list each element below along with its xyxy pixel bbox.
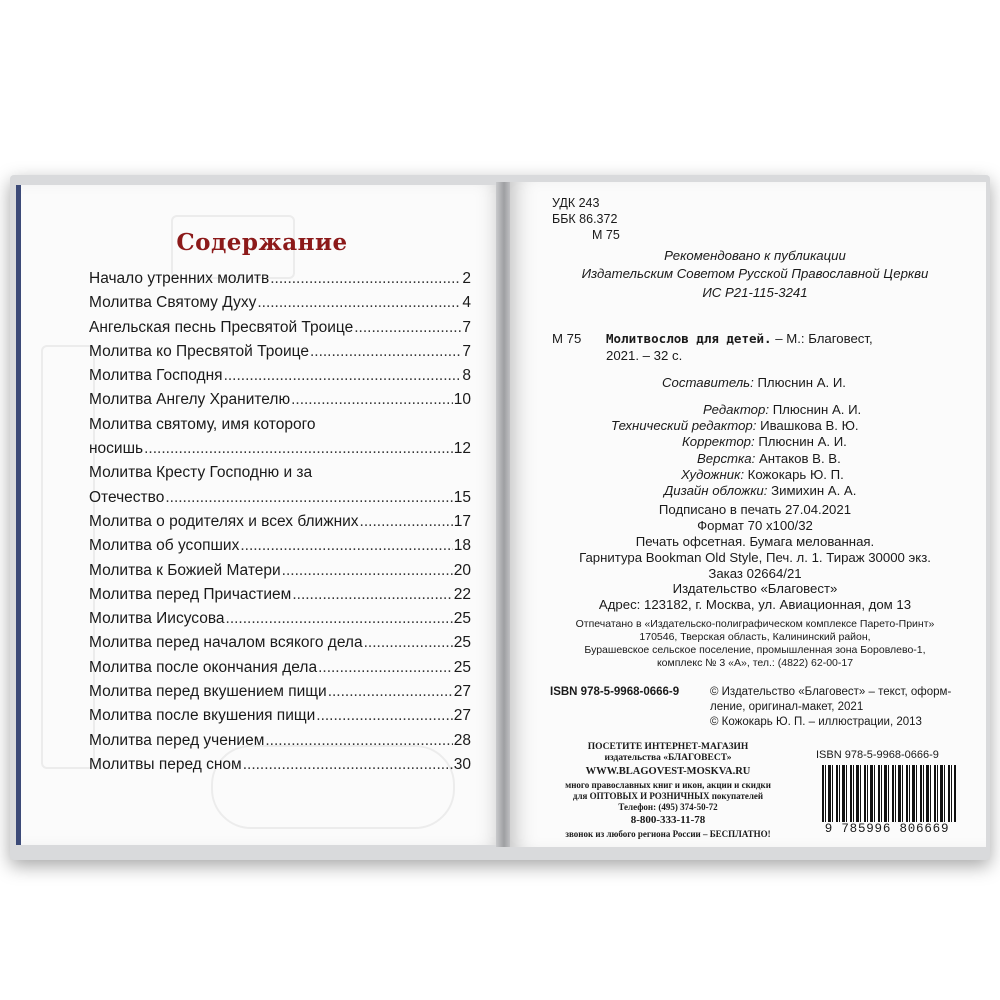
toc-entry: Молитва о родителях и всех ближних ..... 17 [89,510,471,534]
print-info-line: Адрес: 123182, г. Москва, ул. Авиационная, дом 13 [598,597,912,612]
background-illustration [41,345,95,769]
shop-website: WWW.BLAGOVEST-MOSKVA.RU [585,766,751,777]
toc-entry: Молитва ко Пресвятой Троице ..... 7 [89,340,471,364]
book-title: Молитвослов для детей. [606,331,772,346]
printer-info-line: 170546, Тверская область, Калининский район, [639,631,871,643]
barcode-number: 9 785996 806669 [812,822,962,836]
toc-entry: Молитва Ангелу Хранителю ..... 10 [89,388,471,412]
toc-entry: Начало утренних молитв ..... 2 [89,267,471,291]
barcode [822,765,956,823]
toc-entry: Молитва к Божией Матери ..... 20 [89,559,471,583]
toc-entry: Ангельская песнь Пресвятой Троице ..... 7 [89,316,471,340]
author-mark: М 75 [592,228,620,242]
copyright-line: © Издательство «Благовест» – текст, оформ- [710,686,952,698]
toc-entry: Молитва перед Причастием ..... 22 [89,583,471,607]
shop-promo-line: много православных книг и икон, акции и скидки [565,780,771,790]
toc-entry: Молитва перед вкушением пищи ..... 27 [89,680,471,704]
shop-promo-line: для ОПТОВЫХ И РОЗНИЧНЫХ покупателей [572,791,764,801]
left-page [16,185,503,845]
toc-entry: Молитва Иисусова ..... 25 [89,607,471,631]
toc-entry: Молитва перед началом всякого дела ..... 25 [89,631,471,655]
recommendation-line: Рекомендовано к публикации [664,248,846,263]
entry-publisher: – М.: Благовест, [775,331,873,346]
toc-entry: Молитвы перед сном ..... 30 [89,753,471,777]
udk-code: УДК 243 [552,196,600,210]
credit-line: Верстка: Антаков В. В. [697,451,841,466]
toc-entry: Молитва перед учением ..... 28 [89,729,471,753]
table-of-contents [89,267,471,777]
toc-entry: Молитва об усопших ..... 18 [89,534,471,558]
credit-line: Художник: Кожокарь Ю. П. [681,467,844,482]
contents-heading: Содержание [176,229,348,256]
print-info-line: Гарнитура Bookman Old Style, Печ. л. 1. Тираж 30000 экз. [579,550,931,565]
recommendation-line: Издательским Советом Русской Православной Церкви [581,266,929,281]
credit-line: Корректор: Плюснин А. И. [682,434,847,449]
credit-line: Дизайн обложки: Зимихин А. А. [664,483,857,498]
shop-phone: Телефон: (495) 374-50-72 [618,802,718,812]
isbn: ISBN 978-5-9968-0666-9 [550,686,680,698]
toc-entry: Молитва Господня ..... 8 [89,364,471,388]
print-info-line: Печать офсетная. Бумага мелованная. [635,534,875,549]
print-info-line: Подписано в печать 27.04.2021 [658,502,852,517]
credit-line: Составитель: Плюснин А. И. [662,375,846,390]
toc-entry: Отечество ..... 15 [89,486,471,510]
entry-year-pages: 2021. – 32 с. [606,348,683,363]
toc-entry: носишь ..... 12 [89,437,471,461]
toc-entry: Молитва Святому Духу ..... 4 [89,291,471,315]
credit-line: Редактор: Плюснин А. И. [703,402,862,417]
toc-entry-line: Молитва Кресту Господню и за [89,464,313,482]
printer-info-line: Отпечатано в «Издательско-полиграфическом комплексе Парето-Принт» [575,618,935,630]
shop-promo-line: ПОСЕТИТЕ ИНТЕРНЕТ-МАГАЗИН [587,742,749,752]
shop-hotline: 8-800-333-11-78 [630,814,706,826]
shop-promo-line: звонок из любого региона России – БЕСПЛАТНО! [565,829,771,839]
print-info-line: Заказ 02664/21 [708,566,802,581]
copyright-line: ление, оригинал-макет, 2021 [710,701,864,713]
copyright-line: © Кожокарь Ю. П. – иллюстрации, 2013 [710,716,922,728]
barcode-isbn: ISBN 978-5-9968-0666-9 [816,749,939,761]
printer-info-line: комплекс № 3 «А», тел.: (4822) 62-00-17 [656,657,854,669]
is-number: ИС Р21-115-3241 [702,285,808,300]
toc-entry: Молитва после вкушения пищи ..... 27 [89,704,471,728]
entry-code: М 75 [552,331,582,346]
toc-entry: Молитва после окончания дела ..... 25 [89,656,471,680]
printer-info-line: Бурашевское сельское поселение, промышленная зона Боровлево-1, [584,644,926,656]
bbk-code: ББК 86.372 [552,212,618,226]
print-info-line: Издательство «Благовест» [672,581,838,596]
toc-entry-line: Молитва святому, имя которого [89,415,316,433]
print-info-line: Формат 70 х100/32 [697,518,813,533]
catalog-entry [606,331,873,346]
credit-line: Технический редактор: Ивашкова В. Ю. [611,418,859,433]
shop-promo-line: издательства «БЛАГОВЕСТ» [604,753,732,763]
